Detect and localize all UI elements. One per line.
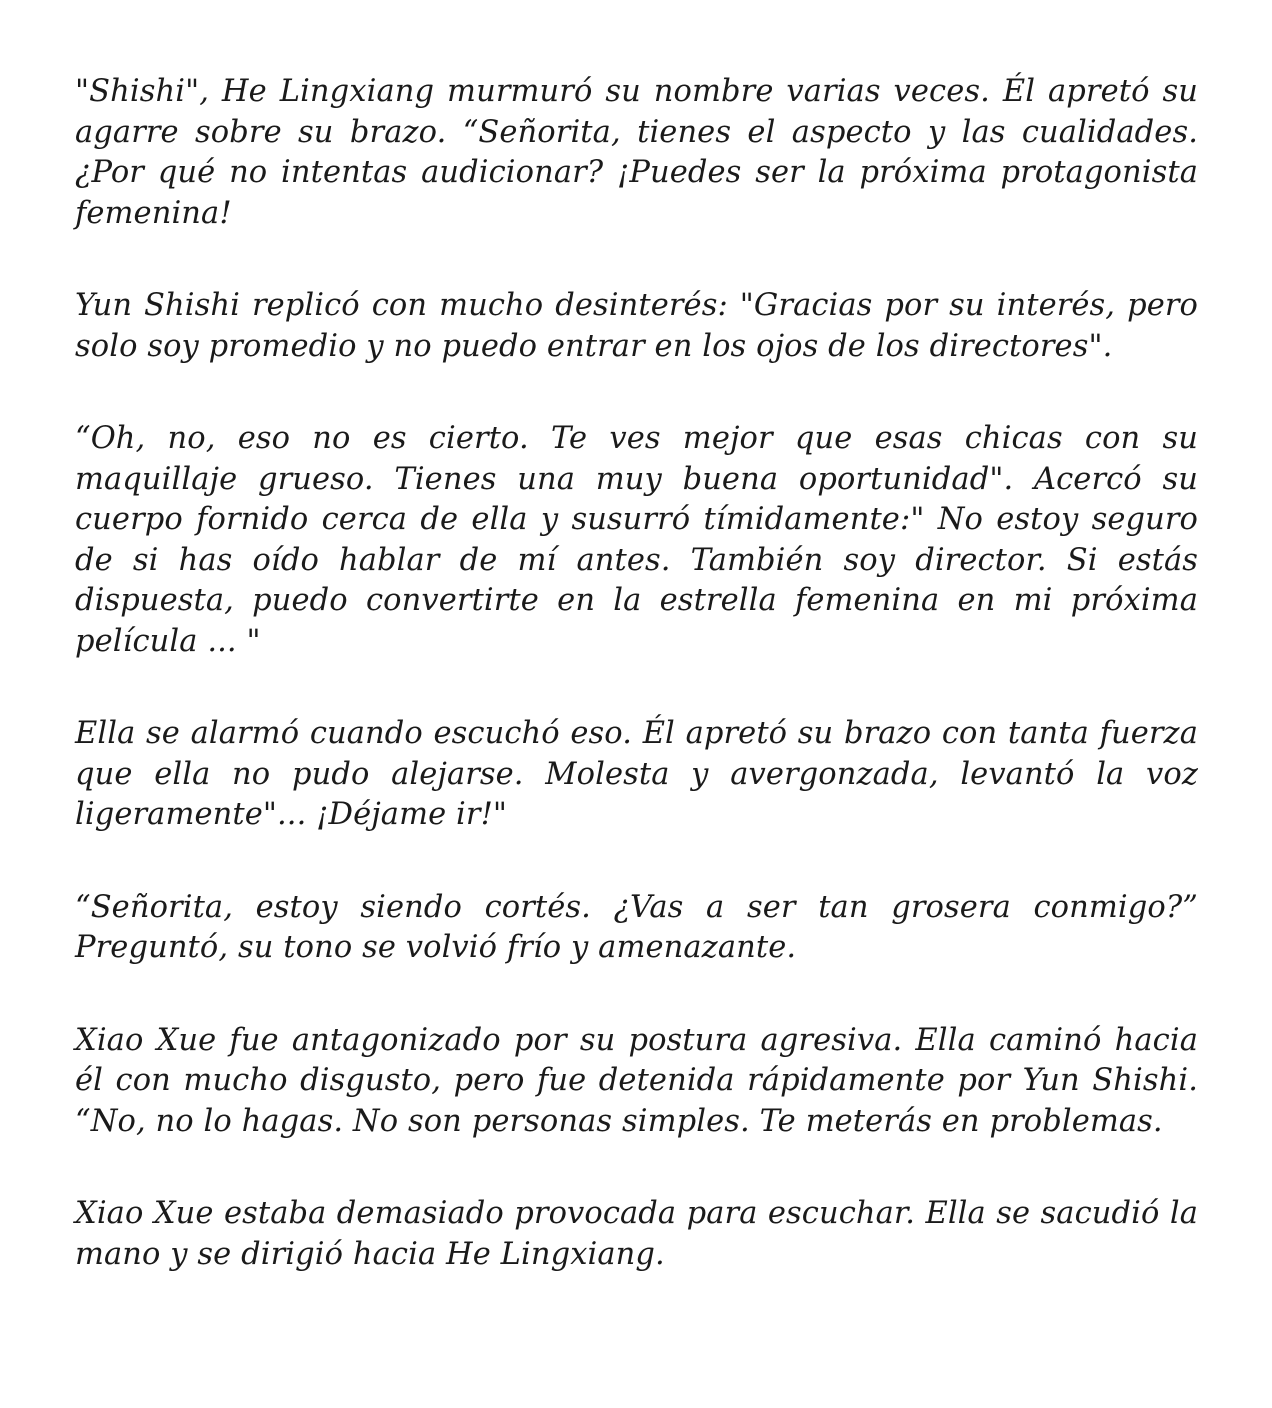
paragraph-3: “Oh, no, eso no es cierto. Te ves mejor que esas chicas con su maquillaje grueso. Tienes una muy buena oportunidad". Acercó su cuerpo fornido cerca de ella y susurró tímidamente:" No estoy seguro de si has oído hablar de mí antes. También soy director. Si estás dispuesta, puedo convertirte en la estrella femenina en mi próxima película ... " xyxy=(75,421,1198,659)
paragraph-1: "Shishi", He Lingxiang murmuró su nombre varias veces. Él apretó su agarre sobre su brazo. “Señorita, tienes el aspecto y las cualidades. ¿Por qué no intentas audicionar? ¡Puedes ser la próxima protagonista femenina! xyxy=(75,74,1198,231)
paragraph-6: Xiao Xue fue antagonizado por su postura agresiva. Ella caminó hacia él con mucho disgusto, pero fue detenida rápidamente por Yun Shishi. “No, no lo hagas. No son personas simples. Te meterás en problemas. xyxy=(75,1022,1198,1139)
paragraph-4: Ella se alarmó cuando escuchó eso. Él apretó su brazo con tanta fuerza que ella no pudo alejarse. Molesta y avergonzada, levantó la voz ligeramente"... ¡Déjame ir!" xyxy=(75,716,1198,832)
paragraph-2: Yun Shishi replicó con mucho desinterés: "Gracias por su interés, pero solo soy promedio y no puedo entrar en los ojos de los directores". xyxy=(75,288,1198,364)
document-page xyxy=(75,72,1198,1275)
paragraph-5: “Señorita, estoy siendo cortés. ¿Vas a ser tan grosera conmigo?” Preguntó, su tono se volvió frío y amenazante. xyxy=(75,889,1198,965)
paragraph-7: Xiao Xue estaba demasiado provocada para escuchar. Ella se sacudió la mano y se dirigió hacia He Lingxiang. xyxy=(75,1196,1198,1272)
